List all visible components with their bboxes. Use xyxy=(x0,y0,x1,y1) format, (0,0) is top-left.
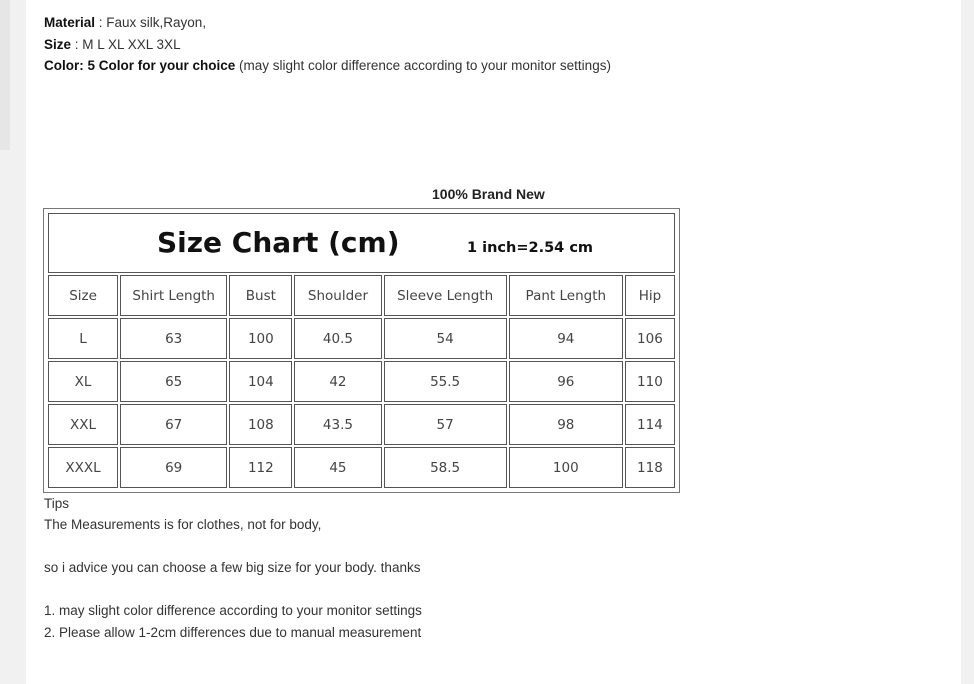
header-cell: Sleeve Length xyxy=(384,275,507,316)
page-left-edge xyxy=(0,0,10,150)
table-cell: 58.5 xyxy=(384,447,507,488)
color-line xyxy=(44,55,611,77)
table-cell: 100 xyxy=(509,447,623,488)
table-cell: 110 xyxy=(625,361,675,402)
material-line xyxy=(44,12,611,34)
tips-line-3: 1. may slight color difference according to your monitor settings xyxy=(44,603,422,618)
header-cell: Hip xyxy=(625,275,675,316)
chart-title-cell xyxy=(48,213,675,273)
table-cell: 45 xyxy=(294,447,381,488)
header-cell: Bust xyxy=(229,275,292,316)
table-cell: 40.5 xyxy=(294,318,381,359)
tips-line-4: 2. Please allow 1-2cm differences due to manual measurement xyxy=(44,625,422,640)
tips-label: Tips xyxy=(44,496,70,511)
table-cell: 54 xyxy=(384,318,507,359)
size-chart-table xyxy=(46,211,677,490)
product-specs xyxy=(44,12,611,77)
table-cell: 100 xyxy=(229,318,292,359)
table-cell: XXL xyxy=(48,404,118,445)
size-line xyxy=(44,34,611,56)
tips-line-2: so i advice you can choose a few big size for your body. thanks xyxy=(44,560,421,575)
table-cell: 57 xyxy=(384,404,507,445)
table-cell: 118 xyxy=(625,447,675,488)
table-cell: XL xyxy=(48,361,118,402)
material-value: : Faux silk,Rayon, xyxy=(95,15,207,30)
size-value: : M L XL XXL 3XL xyxy=(71,36,181,52)
table-cell: 67 xyxy=(120,404,227,445)
material-label: Material xyxy=(44,15,96,30)
size-label: Size xyxy=(44,36,72,52)
table-cell: 104 xyxy=(229,361,292,402)
table-cell: 94 xyxy=(509,318,623,359)
header-cell: Shirt Length xyxy=(120,275,227,316)
table-cell: 112 xyxy=(229,447,292,488)
table-row xyxy=(48,447,675,488)
table-cell: 114 xyxy=(625,404,675,445)
tips-line-1: The Measurements is for clothes, not for body, xyxy=(44,517,322,532)
color-label: Color: 5 Color for your choice xyxy=(44,58,236,73)
header-cell: Pant Length xyxy=(509,275,623,316)
table-row xyxy=(48,404,675,445)
title-row xyxy=(48,213,675,273)
table-cell: 65 xyxy=(120,361,227,402)
table-cell: 63 xyxy=(120,318,227,359)
chart-title: Size Chart (cm) xyxy=(157,226,400,259)
size-chart xyxy=(43,208,680,493)
table-cell: XXXL xyxy=(48,447,118,488)
table-cell: L xyxy=(48,318,118,359)
table-cell: 98 xyxy=(509,404,623,445)
table-cell: 96 xyxy=(509,361,623,402)
header-cell: Shoulder xyxy=(294,275,381,316)
table-row xyxy=(48,361,675,402)
table-cell: 106 xyxy=(625,318,675,359)
header-cell: Size xyxy=(48,275,118,316)
table-cell: 55.5 xyxy=(384,361,507,402)
color-value: (may slight color difference according to your monitor settings) xyxy=(235,58,611,73)
table-cell: 43.5 xyxy=(294,404,381,445)
table-cell: 69 xyxy=(120,447,227,488)
table-row xyxy=(48,318,675,359)
table-cell: 42 xyxy=(294,361,381,402)
header-row xyxy=(48,275,675,316)
brand-new-label: 100% Brand New xyxy=(432,186,545,202)
chart-conversion: 1 inch=2.54 cm xyxy=(467,240,594,256)
table-cell: 108 xyxy=(229,404,292,445)
